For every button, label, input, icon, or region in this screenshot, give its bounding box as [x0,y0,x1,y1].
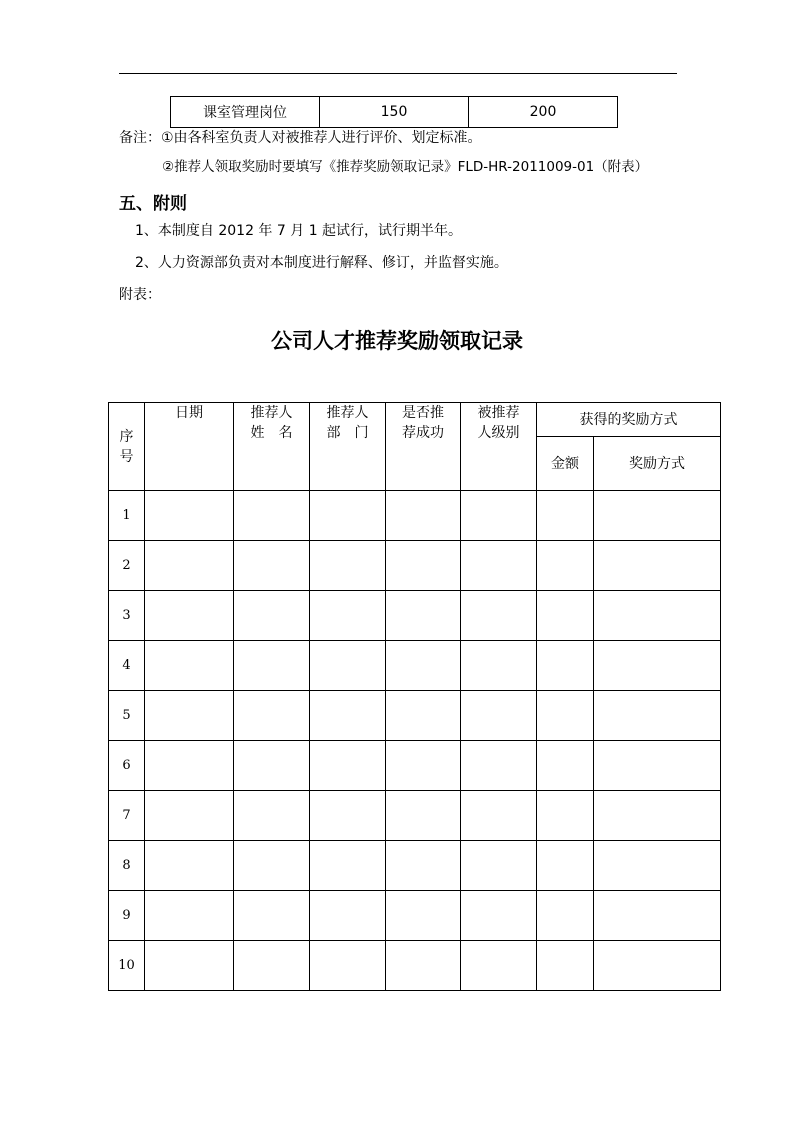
empty-cell[interactable] [234,591,310,641]
empty-cell[interactable] [310,891,386,941]
empty-cell[interactable] [145,591,234,641]
empty-cell[interactable] [145,841,234,891]
empty-cell[interactable] [461,591,537,641]
header-recommender-dept [310,403,386,491]
header-recommender-name [234,403,310,491]
empty-cell[interactable] [310,791,386,841]
note-line-1: 备注：①由各科室负责人对被推荐人进行评价、划定标准。 [119,130,482,146]
row-number: 3 [109,591,145,641]
empty-cell[interactable] [145,741,234,791]
empty-cell[interactable] [594,791,721,841]
empty-cell[interactable] [594,591,721,641]
empty-cell[interactable] [310,741,386,791]
empty-cell[interactable] [386,491,461,541]
empty-cell[interactable] [386,641,461,691]
empty-cell[interactable] [537,791,594,841]
empty-cell[interactable] [537,891,594,941]
row-number: 10 [109,941,145,991]
table-row [109,691,721,741]
empty-cell[interactable] [537,641,594,691]
table-row [109,641,721,691]
empty-cell[interactable] [386,741,461,791]
row-number: 7 [109,791,145,841]
empty-cell[interactable] [310,591,386,641]
empty-cell[interactable] [386,691,461,741]
empty-cell[interactable] [537,591,594,641]
empty-cell[interactable] [386,941,461,991]
value-cell: 200 [469,97,618,128]
attachment-label: 附表： [119,287,161,303]
reward-record-table [108,402,721,991]
header-recommender-name-line-2: 姓 名 [250,425,293,441]
empty-cell[interactable] [461,891,537,941]
empty-cell[interactable] [461,541,537,591]
empty-cell[interactable] [594,841,721,891]
empty-cell[interactable] [537,841,594,891]
empty-cell[interactable] [594,541,721,591]
empty-cell[interactable] [594,491,721,541]
table-row [109,541,721,591]
empty-cell[interactable] [461,791,537,841]
row-number: 5 [109,691,145,741]
empty-cell[interactable] [594,691,721,741]
empty-cell[interactable] [461,691,537,741]
empty-cell[interactable] [234,491,310,541]
empty-cell[interactable] [310,841,386,891]
header-rule [119,73,677,74]
table-row [109,741,721,791]
empty-cell[interactable] [234,941,310,991]
empty-cell[interactable] [594,941,721,991]
header-date [145,403,234,491]
empty-cell[interactable] [145,641,234,691]
row-number: 8 [109,841,145,891]
empty-cell[interactable] [386,891,461,941]
header-level-line-1: 被推荐 [477,405,520,421]
table-row [109,591,721,641]
empty-cell[interactable] [537,691,594,741]
empty-cell[interactable] [310,941,386,991]
empty-cell[interactable] [386,591,461,641]
record-rows [109,491,721,991]
empty-cell[interactable] [594,741,721,791]
row-number: 2 [109,541,145,591]
table-row [171,97,618,128]
empty-cell[interactable] [234,641,310,691]
header-date-label: 日期 [175,405,203,421]
value-cell: 150 [320,97,469,128]
empty-cell[interactable] [234,841,310,891]
row-number: 9 [109,891,145,941]
empty-cell[interactable] [145,891,234,941]
empty-cell[interactable] [145,941,234,991]
empty-cell[interactable] [386,541,461,591]
empty-cell[interactable] [310,541,386,591]
empty-cell[interactable] [234,891,310,941]
empty-cell[interactable] [461,641,537,691]
header-method: 奖励方式 [594,437,721,491]
row-number: 4 [109,641,145,691]
header-success-line-2: 荐成功 [402,425,444,441]
header-success [386,403,461,491]
section-heading: 五、附则 [119,194,187,214]
record-title: 公司人才推荐奖励领取记录 [271,329,523,353]
empty-cell[interactable] [234,541,310,591]
table-row [109,791,721,841]
empty-cell[interactable] [537,741,594,791]
table-row [109,891,721,941]
header-recommender-dept-line-1: 推荐人 [326,405,369,421]
row-number: 6 [109,741,145,791]
table-row [109,941,721,991]
header-amount: 金额 [537,437,594,491]
empty-cell[interactable] [234,741,310,791]
header-row [109,403,721,437]
header-reward-group: 获得的奖励方式 [537,403,721,437]
empty-cell[interactable] [461,941,537,991]
row-number: 1 [109,491,145,541]
empty-cell[interactable] [461,841,537,891]
position-cell: 课室管理岗位 [171,97,320,128]
empty-cell[interactable] [310,491,386,541]
empty-cell[interactable] [310,691,386,741]
header-seq-line-1: 序 [119,428,134,445]
empty-cell[interactable] [145,491,234,541]
article-item-2: 2、人力资源部负责对本制度进行解释、修订，并监督实施。 [135,255,508,271]
empty-cell[interactable] [461,741,537,791]
header-recommender-dept-line-2: 部 门 [326,425,369,441]
empty-cell[interactable] [145,541,234,591]
empty-cell[interactable] [386,791,461,841]
empty-cell[interactable] [145,691,234,741]
empty-cell[interactable] [594,891,721,941]
note-line-2: ②推荐人领取奖励时要填写《推荐奖励领取记录》FLD-HR-2011009-01（附表） [162,159,649,175]
article-item-1: 1、本制度自 2012 年 7 月 1 起试行，试行期半年。 [135,223,463,239]
header-level [461,403,537,491]
empty-cell[interactable] [145,791,234,841]
empty-cell[interactable] [537,941,594,991]
header-seq [109,403,145,491]
table-row [109,491,721,541]
empty-cell[interactable] [234,691,310,741]
header-success-line-1: 是否推 [402,405,444,421]
empty-cell[interactable] [537,491,594,541]
empty-cell[interactable] [537,541,594,591]
empty-cell[interactable] [594,641,721,691]
table-row [109,841,721,891]
reward-standard-table [170,96,618,128]
header-recommender-name-line-1: 推荐人 [250,405,293,421]
header-seq-line-2: 号 [119,448,134,465]
empty-cell[interactable] [386,841,461,891]
empty-cell[interactable] [234,791,310,841]
empty-cell[interactable] [461,491,537,541]
header-level-line-2: 人级别 [477,425,520,441]
empty-cell[interactable] [310,641,386,691]
